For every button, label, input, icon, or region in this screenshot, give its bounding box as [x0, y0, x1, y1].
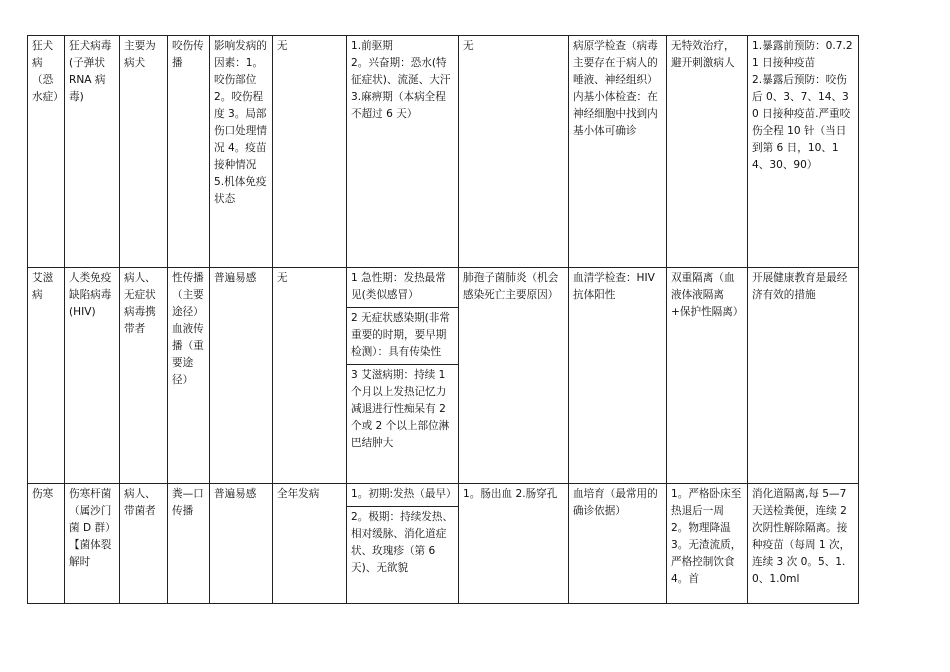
prevention: 1.暴露前预防：0.7.21 日接种疫苗 2.暴露后预防：咬伤后 0、3、7、14、30 日接种疫苗.严重咬伤全程 10 针（当日到第 6 日，10、14、30、90） — [752, 40, 853, 171]
pathogen: 人类免疫缺陷病毒(HIV) — [69, 272, 112, 318]
lab-test: 病原学检查（病毒主要存在于病人的唾液、神经组织）内基小体检查：在神经细胞中找到内基小体可确诊 — [573, 40, 658, 137]
clinical-stage: 1 急性期：发热最常见(类似感冒） — [351, 272, 446, 301]
disease-table — [27, 35, 859, 604]
complication: 肺孢子菌肺炎（机会感染死亡主要原因） — [463, 272, 559, 301]
susceptibility-cell — [210, 36, 273, 268]
complication: 1。肠出血 2.肠穿孔 — [463, 488, 558, 500]
season-cell — [273, 484, 347, 604]
susceptibility: 普遍易感 — [214, 272, 257, 284]
season-cell — [273, 36, 347, 268]
susceptibility: 普遍易感 — [214, 488, 257, 500]
source-cell — [120, 484, 168, 604]
disease-name-cell — [28, 484, 65, 604]
disease-name-cell — [28, 36, 65, 268]
treatment-cell — [667, 36, 748, 268]
infection-source: 病人、带菌者 — [124, 488, 156, 517]
lab-cell — [569, 484, 667, 604]
susceptibility-cell — [210, 484, 273, 604]
prevention: 开展健康教育是最经济有效的措施 — [752, 272, 848, 301]
lab-test: 血培育（最常用的确诊依据） — [573, 488, 658, 517]
pathogen: 伤寒杆菌（属沙门菌 D 群）【菌体裂解时 — [69, 488, 112, 568]
pathogen-cell — [65, 268, 120, 484]
clinical-stage: 2 无症状感染期(非常重要的时期，要早期检测）：具有传染性 — [347, 307, 458, 361]
lab-cell — [569, 268, 667, 484]
clinical-stage: 2。极期：持续发热、相对缓脉、消化道症状、玫瑰疹（第 6 天)、无欲貌 — [347, 506, 458, 577]
infection-source: 病人、无症状病毒携带者 — [124, 272, 156, 335]
table-row — [28, 36, 859, 268]
route-cell — [168, 36, 210, 268]
season-cell — [273, 268, 347, 484]
seasonality: 无 — [277, 272, 288, 284]
clinical-cell — [347, 268, 459, 484]
clinical-stage: 1。初期:发热（最早） — [351, 488, 457, 500]
disease-name: 伤寒 — [32, 488, 54, 500]
disease-name: 艾滋病 — [32, 272, 54, 301]
pathogen-cell — [65, 484, 120, 604]
lab-test: 血清学检查：HIV 抗体阳性 — [573, 272, 655, 301]
clinical-stage: 1.前驱期 2。兴奋期：恐水(特征症状)、流涎、大汗 3.麻痹期（本病全程不超过 6 天） — [351, 40, 451, 120]
route-cell — [168, 484, 210, 604]
clinical-stage: 3 艾滋病期：持续 1 个月以上发热记忆力减退进行性痴呆有 2 个或 2 个以上部位淋巴结肿大 — [347, 364, 458, 452]
complication-cell — [459, 484, 569, 604]
lab-cell — [569, 36, 667, 268]
infection-source: 主要为病犬 — [124, 40, 156, 69]
treatment-cell — [667, 484, 748, 604]
clinical-cell — [347, 484, 459, 604]
prevention-cell — [748, 484, 859, 604]
susceptibility-cell — [210, 268, 273, 484]
prevention-cell — [748, 268, 859, 484]
disease-name: 狂犬病（恐水症） — [32, 40, 64, 103]
treatment: 1。严格卧床至热退后一周 2。物理降温 3。无渣流质，严格控制饮食 4。首 — [671, 488, 742, 585]
source-cell — [120, 36, 168, 268]
transmission-route: 粪—口传播 — [172, 488, 204, 517]
clinical-cell — [347, 36, 459, 268]
pathogen: 狂犬病毒(子弹状 RNA 病毒) — [69, 40, 112, 103]
table-row — [28, 268, 859, 484]
transmission-route: 咬伤传播 — [172, 40, 204, 69]
seasonality: 无 — [277, 40, 288, 52]
treatment-cell — [667, 268, 748, 484]
susceptibility: 影响发病的因素：1。咬伤部位 2。咬伤程度 3。局部伤口处理情况 4。疫苗接种情况 5.机体免疫状态 — [214, 40, 267, 205]
complication-cell — [459, 36, 569, 268]
complication: 无 — [463, 40, 474, 52]
treatment: 无特效治疗，避开刺激病人 — [671, 40, 735, 69]
seasonality: 全年发病 — [277, 488, 320, 500]
table-row — [28, 484, 859, 604]
complication-cell — [459, 268, 569, 484]
disease-name-cell — [28, 268, 65, 484]
transmission-route: 性传播（主要途径）血液传播（重要途径） — [172, 272, 204, 386]
pathogen-cell — [65, 36, 120, 268]
prevention: 消化道隔离,每 5—7 天送检粪便，连续 2 次阴性解除隔离。接种疫苗（每周 1 次，连续 3 次 0。5、1.0、1.0ml — [752, 488, 851, 585]
source-cell — [120, 268, 168, 484]
treatment: 双重隔离（血液体液隔离+保护性隔离） — [671, 272, 744, 318]
route-cell — [168, 268, 210, 484]
prevention-cell — [748, 36, 859, 268]
